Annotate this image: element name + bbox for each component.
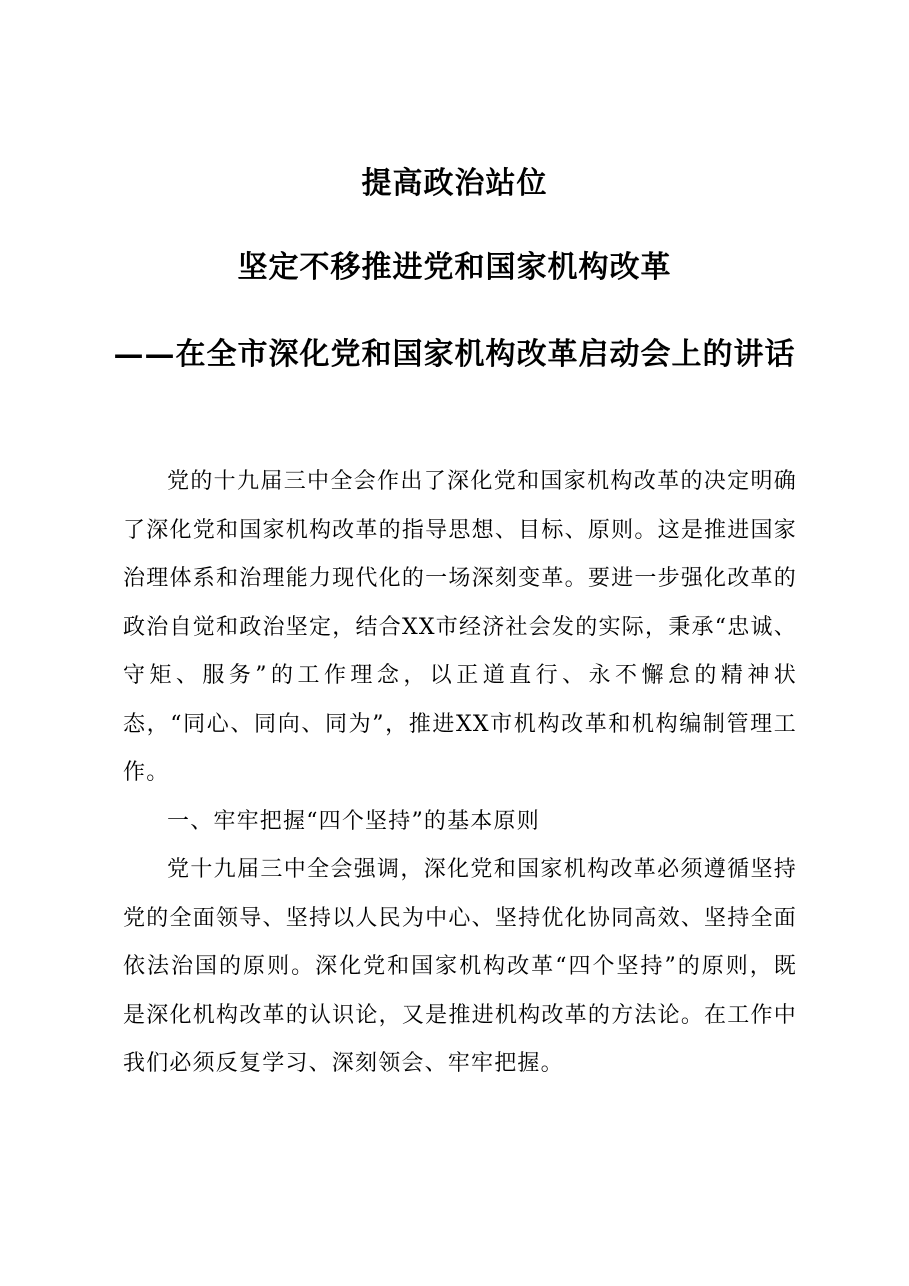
document-title-line-1: 提高政治站位 [361, 166, 548, 201]
section-heading-1: 一、牢牢把握“四个坚持”的基本原则 [167, 808, 540, 834]
paragraph-principles: 党十九届三中全会强调，深化党和国家机构改革必须遵循坚持党的全面领导、坚持以人民为中心、坚持优化协同高效、坚持全面依法治国的原则。深化党和国家机构改革“四个坚持”的原则，既是深化机构改革的认识论，又是推进机构改革的方法论。在工作中我们必须反复学习、深刻领会、牢牢把握。 [123, 857, 797, 1076]
document-body [123, 458, 797, 1089]
paragraph-intro: 党的十九届三中全会作出了深化党和国家机构改革的决定明确了深化党和国家机构改革的指导思想、目标、原则。这是推进国家治理体系和治理能力现代化的一场深刻变革。要进一步强化改革的政治自觉和政治坚定，结合XX市经济社会发的实际，秉承“忠诚、守矩、服务”的工作理念，以正道直行、永不懈怠的精神状态，“同心、同向、同为”，推进XX市机构改革和机构编制管理工作。 [123, 469, 797, 785]
document-title-line-2: 坚定不移推进党和国家机构改革 [237, 250, 672, 285]
document-subtitle: ——在全市深化党和国家机构改革启动会上的讲话 [113, 337, 796, 372]
